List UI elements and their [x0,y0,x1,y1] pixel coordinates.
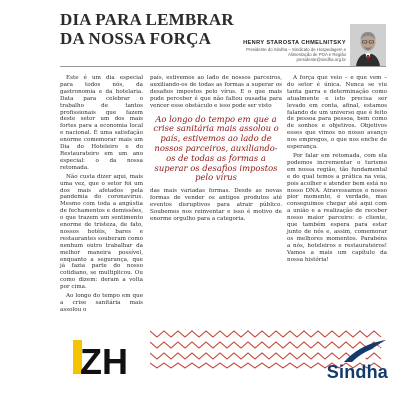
author-role-line-2: Alimentação de POA e Região [287,52,346,58]
column-1 [60,75,143,316]
author-role-line-1: Presidente do Sindha – Sindicato de Hospedagem e [246,47,346,52]
title-line-2: DA NOSSA FORÇA [60,29,212,48]
paragraph: das mais variadas formas. Desde as novas formas de vender os antigos produtos até eventos disruptivos para atrair público. Soubemos nos reinventar e isso é motivo de enorme orgulho para a categoria. [150,188,282,222]
paragraph: Por falar em retomada, com ela podemos incrementar o turismo em nossa região, tão fundamental e do qual temos a prática na veia, pois acolher e atender bem está no nosso DNA. Atravessamos o nosso pior momento, é verdade, mas conseguimos chegar até aqui com a união e a realização de receber nosso maior parceiro: o cliente, que também espera para estar junto de nós e, assim, comemorar os melhores momentos. Parabéns a nós, hoteleiros e restaurateiros! Vamos a mais um capítulo da nossa história! [287,152,387,263]
paragraph: Este é um dia especial para todos nós, da gastronomia e da hotelaria. Data para celebrar o trabalho de tantos profissionais que fazem deste setor um dos mais fortes para a economia local e nacional. É uma satisfação enorme comemorar mais um Dia do Hoteleiro e do Restaurateiro em um ano especial: o da nossa retomada. [60,75,143,171]
author-name: HENRY STAROSTA CHMELNITSKY [243,40,346,46]
paragraph: Ao longo do tempo em que a crise sanitária mais assolou o [60,293,143,313]
zh-logo-text: ZH [80,341,128,382]
paragraph: Não custa dizer aqui, mais uma vez, que o setor foi um dos mais afetados pela pandemia do coronavírus. Mesmo com toda a angústia de fechamentos e demissões, o que trazem um sentimento enorme de tristeza, de fato, nossos hotéis, bares e restaurantes souberam como nenhum outro trabalhar da melhor maneira possível, enquanto a segurança, que já fazia parte do nosso cotidiano, se multiplicou. Ou como dizem: deram a volta por cima. [60,173,143,291]
author-portrait-icon [350,24,386,66]
paragraph: país, estivemos ao lado de nossos parceiros, auxiliando-os de todas as formas a superar os desafios impostos pelo vírus. E o que mais pude perceber é que não faltou ousadia para vencer esse obstáculo e isso pode ser visto [150,75,282,109]
sindha-logo-text: Sindha [326,362,388,382]
byline [198,40,346,63]
author-email: presidente@sindha.org.br [296,57,346,63]
author-photo [350,24,386,66]
title-line-1: DIA PARA LEMBRAR [60,10,234,29]
column-2 [150,75,282,225]
header-divider [60,66,386,67]
column-3 [287,75,387,265]
sindha-logo [302,338,388,386]
pull-quote: Ao longo do tempo em que a crise sanitária mais assolou o país, estivemos ao lado de nossos parceiros, auxiliando-os de todas as formas a superar os desafios impostos pelo vírus [153,113,279,183]
paragraph: A força que veio – e que vem – do setor é única. Nunca se viu tanta garra e determinação como atualmente e isto precisa ser levado em conta, afinal, estamos falando de um universo que é feito de pessoa para pessoa, bem como de sonhos e objetivos. Objetivos esses que vimos no nosso avanço nos empregos, o que nos enche de esperança. [287,75,387,151]
zh-logo [60,336,134,382]
author-role [198,47,346,63]
